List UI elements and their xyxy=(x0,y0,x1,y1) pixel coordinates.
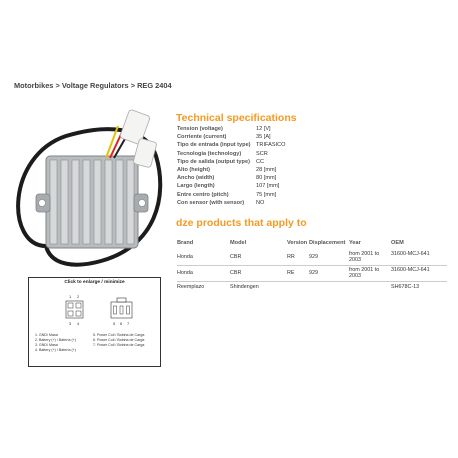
cell-oem: 31600-MCJ-641 xyxy=(391,267,430,273)
pin-label: 3 xyxy=(69,321,72,326)
apply-title: dze products that apply to xyxy=(176,217,307,229)
cell-displacement: 929 xyxy=(309,254,318,260)
spec-value: 75 [mm] xyxy=(256,191,277,198)
pin-legend-item: 3. GND/ Masa xyxy=(35,343,58,347)
enlarge-toggle[interactable]: Click to enlarge / minimize xyxy=(64,280,125,285)
spec-label: Con sensor (with sensor) xyxy=(177,199,245,206)
header-brand: Brand xyxy=(177,240,194,246)
spec-value: 12 [V] xyxy=(256,126,271,132)
cell-model: CBR xyxy=(230,270,242,276)
header-model: Model xyxy=(230,240,247,246)
cell-oem: SH678C-13 xyxy=(391,284,420,290)
header-displacement: Displacement xyxy=(309,240,346,246)
spec-row xyxy=(177,166,286,174)
pin-legend-left xyxy=(35,333,76,353)
cell-model: Shindengen xyxy=(230,284,259,290)
spec-label: Tecnologia (technology) xyxy=(177,150,242,157)
spec-label: Entre centro (pitch) xyxy=(177,191,229,198)
spec-row xyxy=(177,199,286,207)
breadcrumb[interactable]: Motorbikes > Voltage Regulators > REG 2404 xyxy=(14,81,172,90)
spec-row xyxy=(177,182,286,190)
cell-year: from 2001 to 2003 xyxy=(349,267,380,280)
cell-version: RE xyxy=(287,270,295,276)
spec-label: Corriente (current) xyxy=(177,134,227,141)
spec-row xyxy=(177,141,286,149)
cell-brand: Honda xyxy=(177,254,193,260)
spec-value: 35 [A] xyxy=(256,134,271,141)
pin-legend-item: 6. Power Coil / Bobina de Carga xyxy=(93,338,145,342)
cell-oem: 31600-MCJ-641 xyxy=(391,251,430,257)
pin-label: 7 xyxy=(127,321,130,326)
cell-year: from 2001 to 2003 xyxy=(349,251,380,264)
spec-title: Technical specifications xyxy=(176,112,297,124)
pin-label: 5 xyxy=(113,321,116,326)
pin-legend-item: 4. Battery (+) / Batería (+) xyxy=(35,348,76,352)
spec-list xyxy=(177,125,286,207)
table-row xyxy=(177,250,447,265)
spec-row xyxy=(177,158,286,166)
pin-legend-item: 1. GND/ Masa xyxy=(35,333,58,337)
spec-label: Tipo de entrada (input type) xyxy=(177,142,251,149)
spec-label: Tipo de salida (output type) xyxy=(177,158,250,165)
spec-row xyxy=(177,133,286,141)
pin-legend-item: 5. Power Coil / Bobina de Carga xyxy=(93,333,145,337)
pin-legend-right xyxy=(93,333,144,348)
spec-row xyxy=(177,150,286,158)
pin-legend-item: 7. Power Coil / Bobina de Carga xyxy=(93,343,145,347)
pin-label: 6 xyxy=(120,321,123,326)
cell-brand: Honda xyxy=(177,270,193,276)
pin-label: 4 xyxy=(77,321,80,326)
apply-table-header xyxy=(177,240,447,250)
header-version: Version xyxy=(287,240,308,246)
cell-brand: Reemplazo xyxy=(177,284,205,290)
spec-label: Largo (length) xyxy=(177,183,215,190)
spec-row xyxy=(177,191,286,199)
spec-value: NO xyxy=(256,199,265,206)
pin-legend-item: 2. Battery (+) / Batería (+) xyxy=(35,338,76,342)
spec-label: Alto (height) xyxy=(177,167,210,174)
spec-label: Tension (voltage) xyxy=(177,126,223,132)
cell-model: CBR xyxy=(230,254,242,260)
spec-row xyxy=(177,125,286,133)
enlarge-panel[interactable] xyxy=(28,277,161,367)
product-image[interactable] xyxy=(6,96,176,286)
spec-value: 80 [mm] xyxy=(256,175,277,182)
header-oem: OEM xyxy=(391,240,404,246)
spec-value: SCR xyxy=(256,150,268,157)
header-year: Year xyxy=(349,240,361,246)
cell-displacement: 929 xyxy=(309,270,318,276)
table-row xyxy=(177,265,447,281)
connector-pinout-diagram xyxy=(61,292,151,330)
spec-value: TRIFASICO xyxy=(256,142,286,149)
cell-version: RR xyxy=(287,254,295,260)
table-row xyxy=(177,281,447,292)
spec-label: Ancho (width) xyxy=(177,175,215,182)
spec-row xyxy=(177,174,286,182)
spec-value: 107 [mm] xyxy=(256,183,280,190)
apply-table xyxy=(177,240,447,292)
spec-value: 28 [mm] xyxy=(256,167,277,174)
pin-label: 1 xyxy=(69,294,72,299)
pin-label: 2 xyxy=(77,294,80,299)
spec-value: CC xyxy=(256,158,265,165)
